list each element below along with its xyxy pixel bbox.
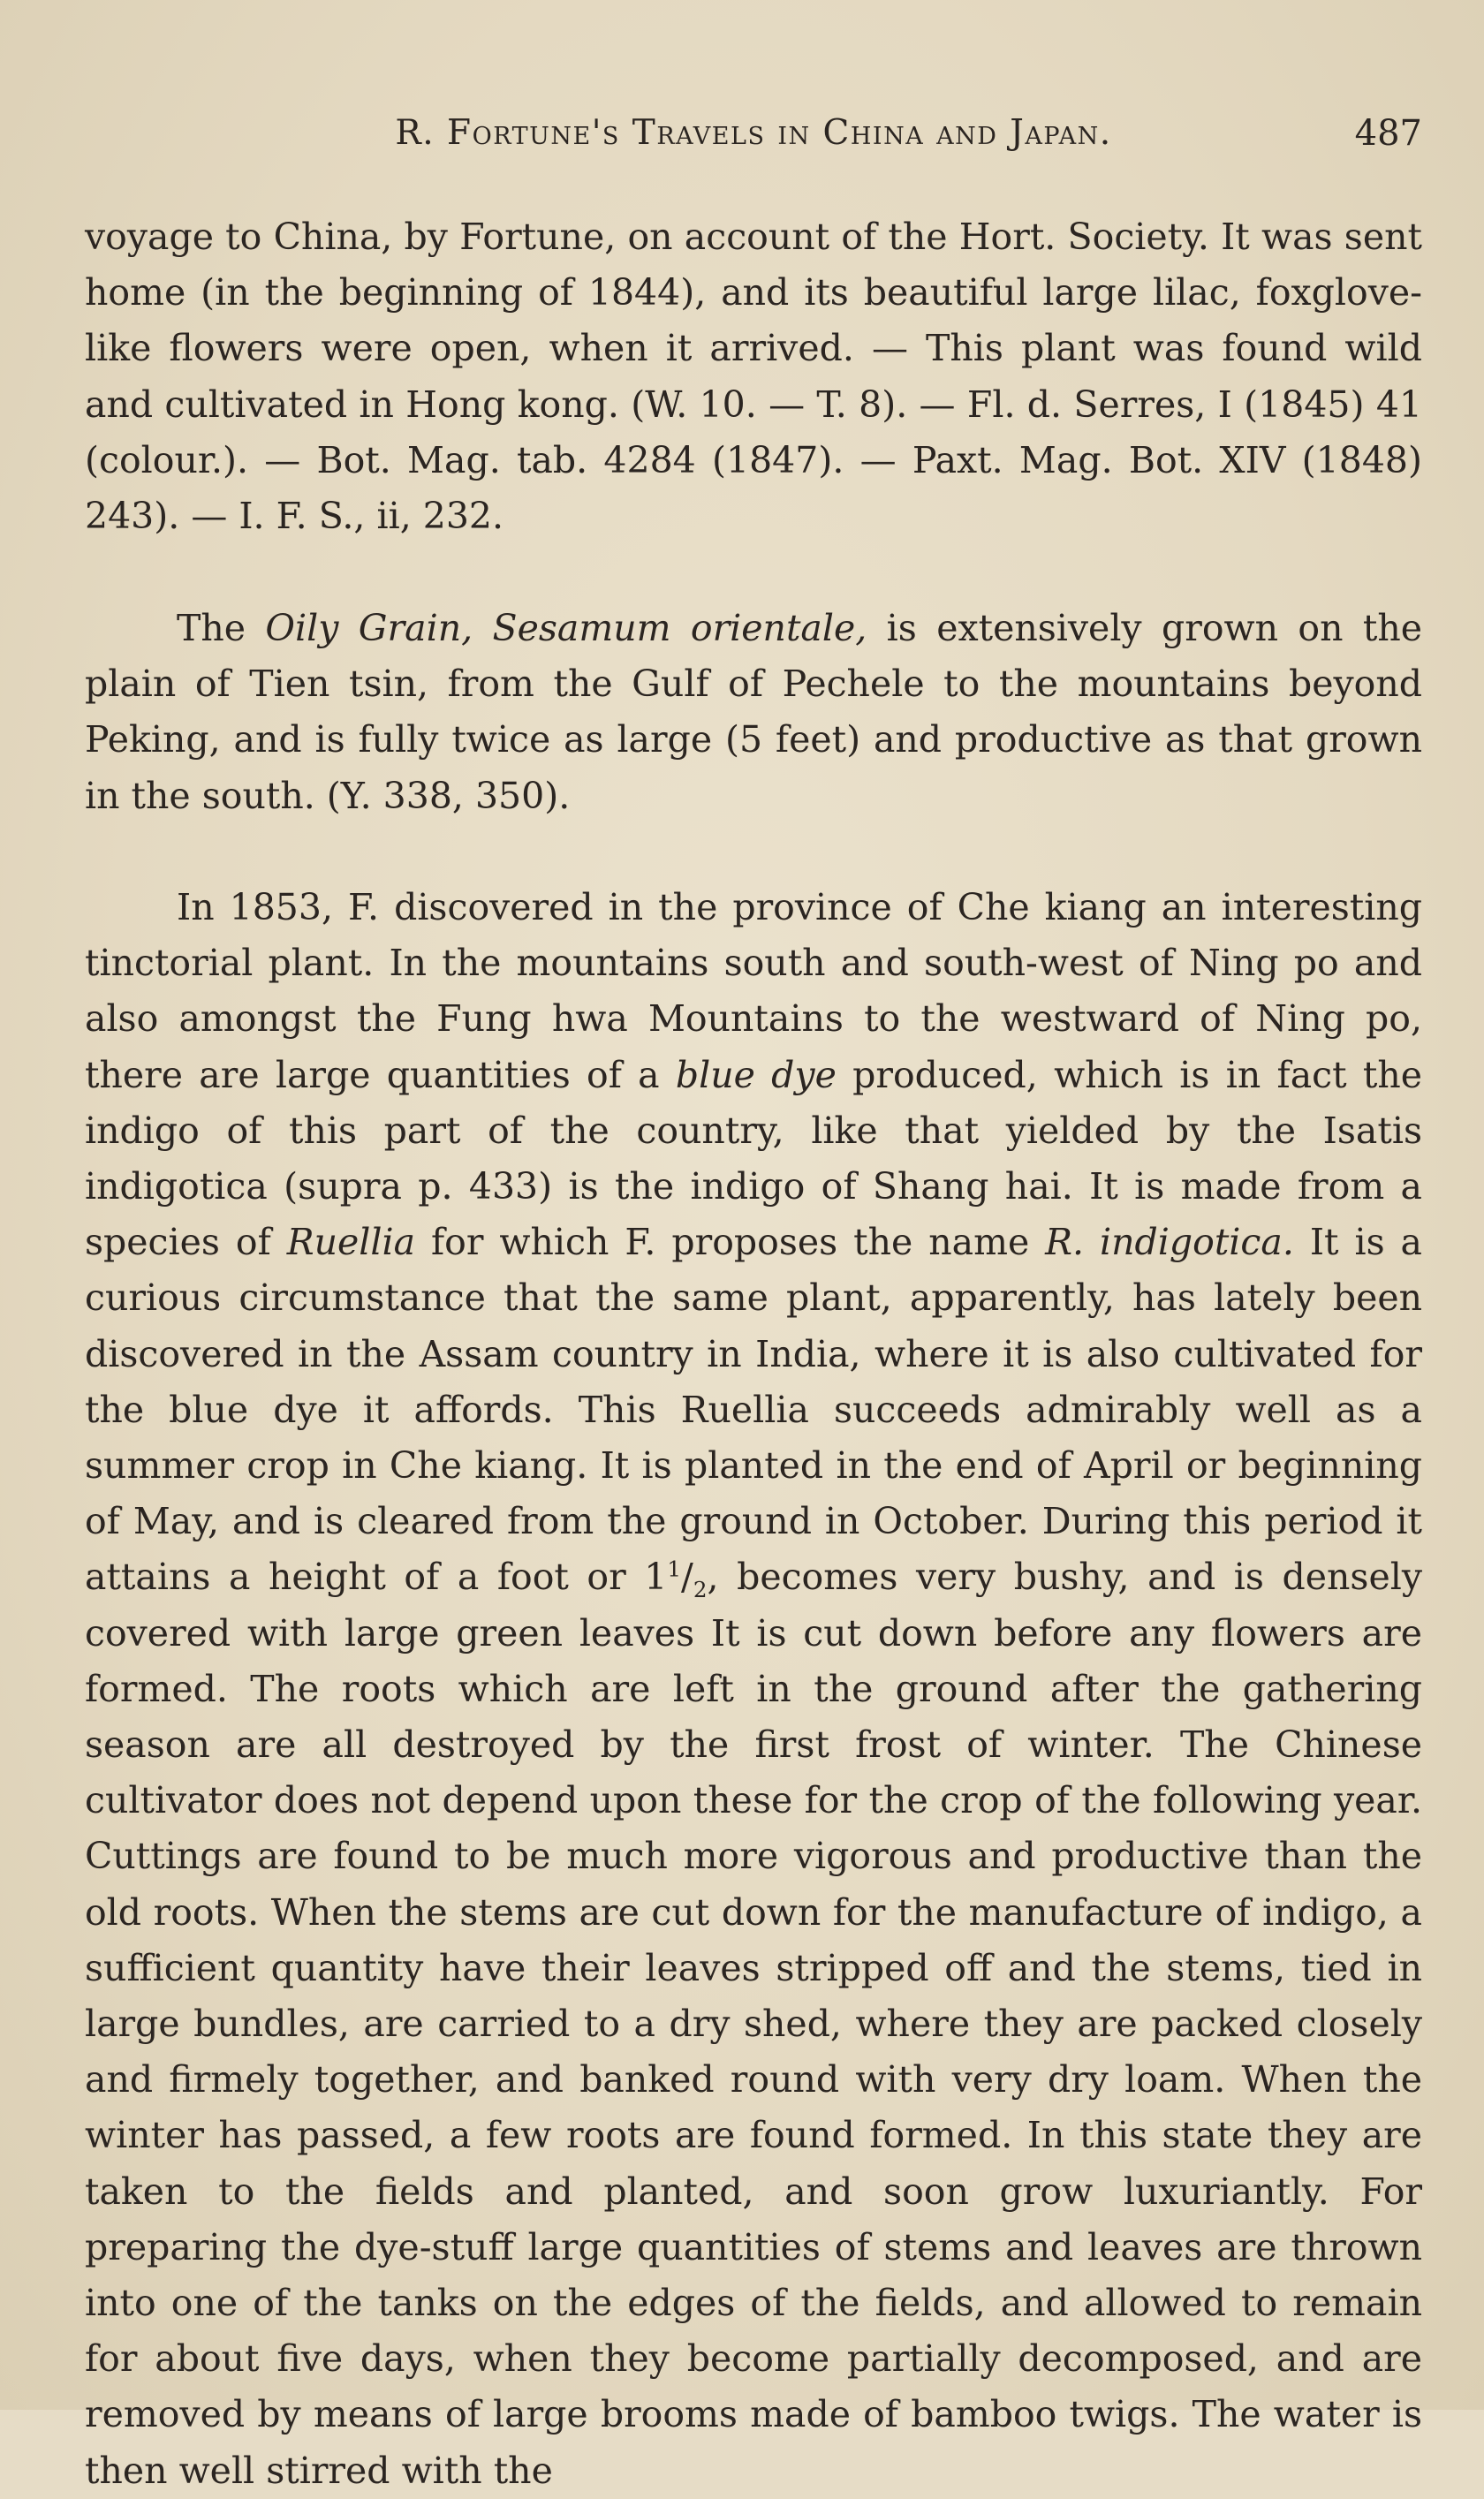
paragraph-3-italic-ruellia: Ruellia <box>286 1221 416 1264</box>
running-title: R. Fortune's Travels in China and Japan. <box>395 113 1112 153</box>
paragraph-3-text-3: for which F. proposes the name <box>415 1221 1046 1264</box>
running-head <box>85 113 1422 170</box>
paragraph-3-italic-blue-dye: blue dye <box>675 1053 837 1096</box>
fraction-numerator: 1 <box>667 1556 682 1582</box>
page-number: 487 <box>1354 113 1422 154</box>
paragraph-3-text-5: , becomes very bushy, and is densely covered with large green leaves It is cut down before any flowers are formed. The roots which are left in the ground after the gathering season are all destroyed by the first frost of winter. The Chinese cultivator does not depend upon these for the crop of the following year. Cuttings are found to be much more vigorous and productive than the old roots. When the stems are cut down for the manufacture of indigo, a sufficient quantity have their leaves stripped off and the stems, tied in large bundles, are carried to a dry shed, where they are packed closely and firmely together, and banked round with very dry loam. When the winter has passed, a few roots are found formed. In this state they are taken to the fields and planted, and soon grow luxuriantly. For preparing the dye-stuff large quantities of stems and leaves are thrown into one of the tanks on the edges of the fields, and allowed to remain for about five days, when they become partially decomposed, and are removed by means of large brooms made of bamboo twigs. The water is then well stirred with the <box>85 1556 1422 2492</box>
paragraph-3-text-1: In 1853, F. discovered in the province of Che kiang an interesting tinctorial plant. In the mountains south and south-west of Ning po and also amongst the Fung hwa Mountains to the westward of Ning po, there are large quantities of a <box>85 886 1422 1096</box>
paragraph-2-text-b: is extensively grown on the plain of Tien tsin, from the Gulf of Pechele to the mountains beyond Peking, and is fully twice as large (5 feet) and productive as that grown in the south. (Y. 338, 350). <box>85 607 1423 817</box>
paragraph-sesamum <box>85 601 1422 824</box>
paragraph-3-italic-indigotica: R. indigotica. <box>1045 1221 1294 1264</box>
fraction-denominator: 2 <box>693 1577 708 1603</box>
paragraph-1-text: voyage to China, by Fortune, on account of the Hort. Society. It was sent home (in the beginning of 1844), and its beautiful large lilac, foxglove-like flowers were open, when it arrived. — This plant was found wild and cultivated in Hong kong. (W. 10. — T. 8). — Fl. d. Serres, I (1845) 41 (colour.). — Bot. Mag. tab. 4284 (1847). — Paxt. Mag. Bot. XIV (1848) 243). — I. F. S., ii, 232. <box>85 216 1422 538</box>
paragraph-2-text-a: The <box>177 607 266 649</box>
paragraph-continuation <box>85 209 1422 544</box>
fraction-slash: / <box>681 1556 693 1599</box>
paragraph-3-text-2: produced, which is in fact the indigo of this part of the country, like that yielded by the Isatis indigotica (supra p. 433) is the indigo of Shang hai. It is made from a species of <box>85 1053 1422 1264</box>
paragraph-ruellia <box>85 880 1422 2499</box>
paragraph-2-italic: Oily Grain, Sesamum orientale, <box>265 607 867 649</box>
paragraph-3-text-4: It is a curious circumstance that the same plant, apparently, has lately been discovered in the Assam country in India, where it is also cultivated for the blue dye it affords. This Ruellia succeeds admirably well as a summer crop in Che kiang. It is planted in the end of April or beginning of May, and is cleared from the ground in October. During this period it attains a height of a foot or 1 <box>85 1221 1423 1599</box>
